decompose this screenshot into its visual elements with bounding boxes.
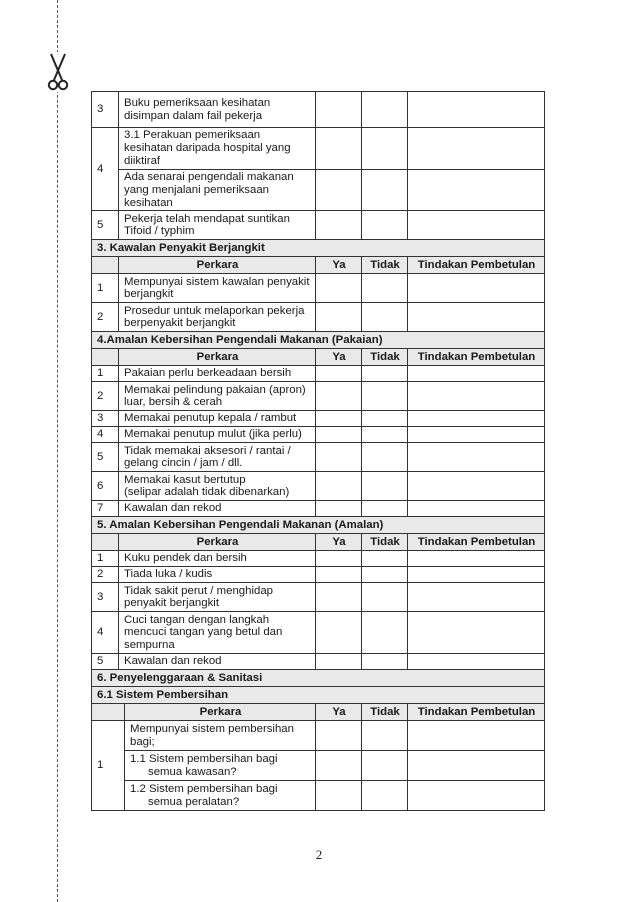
tidak-cell[interactable] xyxy=(362,583,408,612)
column-header-row xyxy=(92,349,545,366)
header-number xyxy=(92,349,119,366)
header-number xyxy=(92,257,119,274)
tidak-cell[interactable] xyxy=(362,472,408,501)
header-tidak: Tidak xyxy=(362,534,408,551)
tindakan-cell[interactable] xyxy=(408,583,545,612)
header-ya: Ya xyxy=(316,534,362,551)
tindakan-cell[interactable] xyxy=(408,382,545,411)
ya-cell[interactable] xyxy=(316,169,362,211)
tindakan-cell[interactable] xyxy=(408,443,545,472)
row-item: Kawalan dan rekod xyxy=(119,501,316,517)
tindakan-cell[interactable] xyxy=(408,92,545,128)
section-title: 6. Penyelenggaraan & Sanitasi xyxy=(92,670,545,687)
tidak-cell[interactable] xyxy=(362,567,408,583)
tidak-cell[interactable] xyxy=(362,211,408,240)
ya-cell[interactable] xyxy=(316,427,362,443)
table-row xyxy=(92,427,545,443)
table-row xyxy=(92,472,545,501)
ya-cell[interactable] xyxy=(316,303,362,332)
table-row xyxy=(92,721,545,751)
table-row xyxy=(92,382,545,411)
row-number: 1 xyxy=(92,721,125,811)
header-perkara: Perkara xyxy=(119,534,316,551)
header-tindakan: Tindakan Pembetulan xyxy=(408,349,545,366)
tindakan-cell[interactable] xyxy=(408,472,545,501)
row-number: 2 xyxy=(92,303,119,332)
tidak-cell[interactable] xyxy=(362,751,408,781)
row-number: 3 xyxy=(92,92,119,128)
row-number: 5 xyxy=(92,211,119,240)
row-item-line: semua kawasan? xyxy=(148,765,237,778)
row-item: Tidak memakai aksesori / rantai / gelang cincin / jam / dll. xyxy=(119,443,316,472)
table-row xyxy=(92,501,545,517)
tidak-cell[interactable] xyxy=(362,551,408,567)
header-perkara: Perkara xyxy=(125,704,316,721)
row-number: 1 xyxy=(92,551,119,567)
row-item-line: 1.2 Sistem pembersihan bagi xyxy=(130,783,278,796)
ya-cell[interactable] xyxy=(316,211,362,240)
table-row xyxy=(92,751,545,781)
table-row xyxy=(92,781,545,811)
table-row xyxy=(92,92,545,128)
tindakan-cell[interactable] xyxy=(408,427,545,443)
row-item: Buku pemeriksaan kesihatan disimpan dalam fail pekerja xyxy=(119,92,316,128)
ya-cell[interactable] xyxy=(316,583,362,612)
tindakan-cell[interactable] xyxy=(408,501,545,517)
tindakan-cell[interactable] xyxy=(408,303,545,332)
table-row xyxy=(92,612,545,654)
ya-cell[interactable] xyxy=(316,751,362,781)
row-item: Tidak sakit perut / menghidap penyakit berjangkit xyxy=(119,583,316,612)
header-perkara: Perkara xyxy=(119,257,316,274)
row-item-line: 1.1 Sistem pembersihan bagi xyxy=(130,753,278,766)
tidak-cell[interactable] xyxy=(362,427,408,443)
tidak-cell[interactable] xyxy=(362,721,408,751)
row-item: Memakai penutup mulut (jika perlu) xyxy=(119,427,316,443)
row-number: 2 xyxy=(92,382,119,411)
table-row xyxy=(92,567,545,583)
column-header-row xyxy=(92,534,545,551)
table-row xyxy=(92,366,545,382)
ya-cell[interactable] xyxy=(316,128,362,170)
row-item: Pekerja telah mendapat suntikan Tifoid / typhim xyxy=(119,211,316,240)
row-number: 1 xyxy=(92,366,119,382)
table-row xyxy=(92,211,545,240)
section-title: 3. Kawalan Penyakit Berjangkit xyxy=(92,240,545,257)
row-number: 4 xyxy=(92,128,119,211)
row-item: Cuci tangan dengan langkah mencuci tangan yang betul dan sempurna xyxy=(119,612,316,654)
row-item: Mempunyai sistem pembersihan bagi; xyxy=(125,721,316,751)
page-number: 2 xyxy=(315,847,323,862)
table-row xyxy=(92,411,545,427)
tindakan-cell[interactable] xyxy=(408,366,545,382)
tidak-cell[interactable] xyxy=(362,169,408,211)
row-item: Prosedur untuk melaporkan pekerja berpenyakit berjangkit xyxy=(119,303,316,332)
table-row xyxy=(92,654,545,670)
tindakan-cell[interactable] xyxy=(408,654,545,670)
row-item: 3.1 Perakuan pemeriksaan kesihatan daripada hospital yang diiktiraf xyxy=(119,128,316,170)
row-number: 1 xyxy=(92,274,119,303)
row-item: Pakaian perlu berkeadaan bersih xyxy=(119,366,316,382)
row-item-line: semua peralatan? xyxy=(148,795,240,808)
tidak-cell[interactable] xyxy=(362,274,408,303)
column-header-row xyxy=(92,257,545,274)
tindakan-cell[interactable] xyxy=(408,751,545,781)
cut-line xyxy=(57,0,58,902)
tindakan-cell[interactable] xyxy=(408,721,545,751)
row-item xyxy=(119,472,316,501)
tindakan-cell[interactable] xyxy=(408,551,545,567)
subsection-heading xyxy=(92,687,545,704)
row-item: Kawalan dan rekod xyxy=(119,654,316,670)
row-number: 4 xyxy=(92,612,119,654)
checklist-sheet xyxy=(91,91,544,811)
ya-cell[interactable] xyxy=(316,721,362,751)
ya-cell[interactable] xyxy=(316,781,362,811)
tindakan-cell[interactable] xyxy=(408,567,545,583)
tidak-cell[interactable] xyxy=(362,443,408,472)
ya-cell[interactable] xyxy=(316,92,362,128)
header-ya: Ya xyxy=(316,257,362,274)
header-perkara: Perkara xyxy=(119,349,316,366)
row-item-line: Memakai kasut bertutup xyxy=(124,473,246,486)
header-tindakan: Tindakan Pembetulan xyxy=(408,704,545,721)
tindakan-cell[interactable] xyxy=(408,128,545,170)
table-row xyxy=(92,551,545,567)
header-number xyxy=(92,704,125,721)
ya-cell[interactable] xyxy=(316,443,362,472)
table-row xyxy=(92,274,545,303)
column-header-row xyxy=(92,704,545,721)
row-number: 2 xyxy=(92,567,119,583)
tidak-cell[interactable] xyxy=(362,411,408,427)
row-number: 3 xyxy=(92,411,119,427)
tidak-cell[interactable] xyxy=(362,92,408,128)
ya-cell[interactable] xyxy=(316,472,362,501)
ya-cell[interactable] xyxy=(316,501,362,517)
row-item: Kuku pendek dan bersih xyxy=(119,551,316,567)
tidak-cell[interactable] xyxy=(362,612,408,654)
row-item: Tiada luka / kudis xyxy=(119,567,316,583)
ya-cell[interactable] xyxy=(316,654,362,670)
table-row xyxy=(92,443,545,472)
cleaning-system-table xyxy=(91,703,545,811)
tidak-cell[interactable] xyxy=(362,303,408,332)
ya-cell[interactable] xyxy=(316,551,362,567)
row-item-line: (selipar adalah tidak dibenarkan) xyxy=(124,486,290,499)
tindakan-cell[interactable] xyxy=(408,411,545,427)
row-number: 6 xyxy=(92,472,119,501)
row-item: Memakai pelindung pakaian (apron) luar, bersih & cerah xyxy=(119,382,316,411)
header-tindakan: Tindakan Pembetulan xyxy=(408,534,545,551)
ya-cell[interactable] xyxy=(316,612,362,654)
row-number: 5 xyxy=(92,443,119,472)
row-item: Mempunyai sistem kawalan penyakit berjangkit xyxy=(119,274,316,303)
header-number xyxy=(92,534,119,551)
checklist-table xyxy=(91,91,545,704)
section-heading xyxy=(92,332,545,349)
section-heading xyxy=(92,240,545,257)
ya-cell[interactable] xyxy=(316,274,362,303)
header-ya: Ya xyxy=(316,704,362,721)
row-number: 7 xyxy=(92,501,119,517)
tidak-cell[interactable] xyxy=(362,128,408,170)
tindakan-cell[interactable] xyxy=(408,211,545,240)
row-number: 3 xyxy=(92,583,119,612)
row-item: Memakai penutup kepala / rambut xyxy=(119,411,316,427)
subsection-title: 6.1 Sistem Pembersihan xyxy=(92,687,545,704)
header-ya: Ya xyxy=(316,349,362,366)
table-row xyxy=(92,583,545,612)
row-item xyxy=(125,751,316,781)
tidak-cell[interactable] xyxy=(362,654,408,670)
ya-cell[interactable] xyxy=(316,411,362,427)
row-item: Ada senarai pengendali makanan yang menjalani pemeriksaan kesihatan xyxy=(119,169,316,211)
ya-cell[interactable] xyxy=(316,382,362,411)
tidak-cell[interactable] xyxy=(362,781,408,811)
tindakan-cell[interactable] xyxy=(408,781,545,811)
tidak-cell[interactable] xyxy=(362,382,408,411)
ya-cell[interactable] xyxy=(316,567,362,583)
table-row xyxy=(92,303,545,332)
row-number: 4 xyxy=(92,427,119,443)
section-heading xyxy=(92,517,545,534)
tidak-cell[interactable] xyxy=(362,366,408,382)
tidak-cell[interactable] xyxy=(362,501,408,517)
table-row xyxy=(92,169,545,211)
header-tidak: Tidak xyxy=(362,349,408,366)
tindakan-cell[interactable] xyxy=(408,274,545,303)
section-title: 4.Amalan Kebersihan Pengendali Makanan (Pakaian) xyxy=(92,332,545,349)
row-item xyxy=(125,781,316,811)
header-tidak: Tidak xyxy=(362,704,408,721)
section-title: 5. Amalan Kebersihan Pengendali Makanan (Amalan) xyxy=(92,517,545,534)
tindakan-cell[interactable] xyxy=(408,169,545,211)
header-tidak: Tidak xyxy=(362,257,408,274)
header-tindakan: Tindakan Pembetulan xyxy=(408,257,545,274)
ya-cell[interactable] xyxy=(316,366,362,382)
section-heading xyxy=(92,670,545,687)
table-row xyxy=(92,128,545,170)
row-number: 5 xyxy=(92,654,119,670)
tindakan-cell[interactable] xyxy=(408,612,545,654)
scissors-icon xyxy=(47,52,69,92)
